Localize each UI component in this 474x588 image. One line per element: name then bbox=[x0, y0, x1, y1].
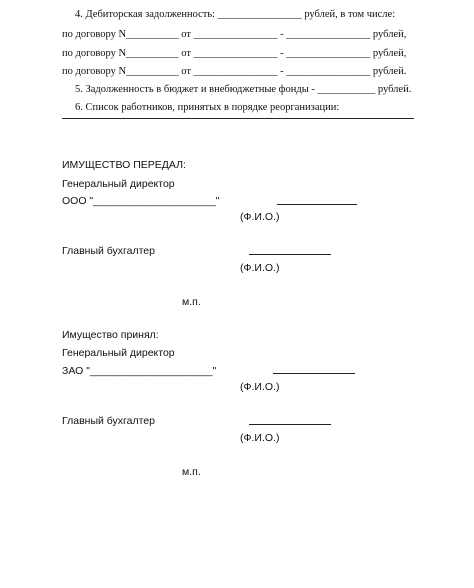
received-director-title: Генеральный директор bbox=[62, 347, 175, 359]
received-accountant-signature-line bbox=[249, 424, 331, 425]
employees-list-line: 6. Список работников, принятых в порядке реорганизации: bbox=[75, 102, 340, 113]
transferred-stamp-place: м.п. bbox=[182, 296, 201, 308]
employees-list-blank bbox=[62, 118, 414, 119]
budget-debt-line: 5. Задолженность в бюджет и внебюджетные фонды - ___________ рублей. bbox=[75, 84, 412, 95]
contract-line-3: по договору N__________ от ________________ - ________________ рублей. bbox=[62, 66, 407, 77]
received-director-fio: (Ф.И.О.) bbox=[240, 381, 280, 393]
transferred-accountant-fio: (Ф.И.О.) bbox=[240, 262, 280, 274]
received-accountant-title: Главный бухгалтер bbox=[62, 415, 155, 427]
received-company: ЗАО "_____________________" bbox=[62, 365, 217, 377]
receivables-line: 4. Дебиторская задолженность: ________________ рублей, в том числе: bbox=[75, 9, 396, 20]
received-stamp-place: м.п. bbox=[182, 466, 201, 478]
transferred-director-signature-line bbox=[277, 204, 357, 205]
received-director-signature-line bbox=[273, 373, 355, 374]
received-accountant-fio: (Ф.И.О.) bbox=[240, 432, 280, 444]
transferred-accountant-title: Главный бухгалтер bbox=[62, 245, 155, 257]
contract-line-1: по договору N__________ от ________________ - ________________ рублей, bbox=[62, 29, 407, 40]
received-heading: Имущество принял: bbox=[62, 329, 159, 341]
transferred-director-fio: (Ф.И.О.) bbox=[240, 211, 280, 223]
transferred-accountant-signature-line bbox=[249, 254, 331, 255]
transferred-heading: ИМУЩЕСТВО ПЕРЕДАЛ: bbox=[62, 159, 186, 171]
contract-line-2: по договору N__________ от ________________ - ________________ рублей, bbox=[62, 48, 407, 59]
transferred-director-title: Генеральный директор bbox=[62, 178, 175, 190]
transferred-company: ООО "_____________________" bbox=[62, 195, 220, 207]
